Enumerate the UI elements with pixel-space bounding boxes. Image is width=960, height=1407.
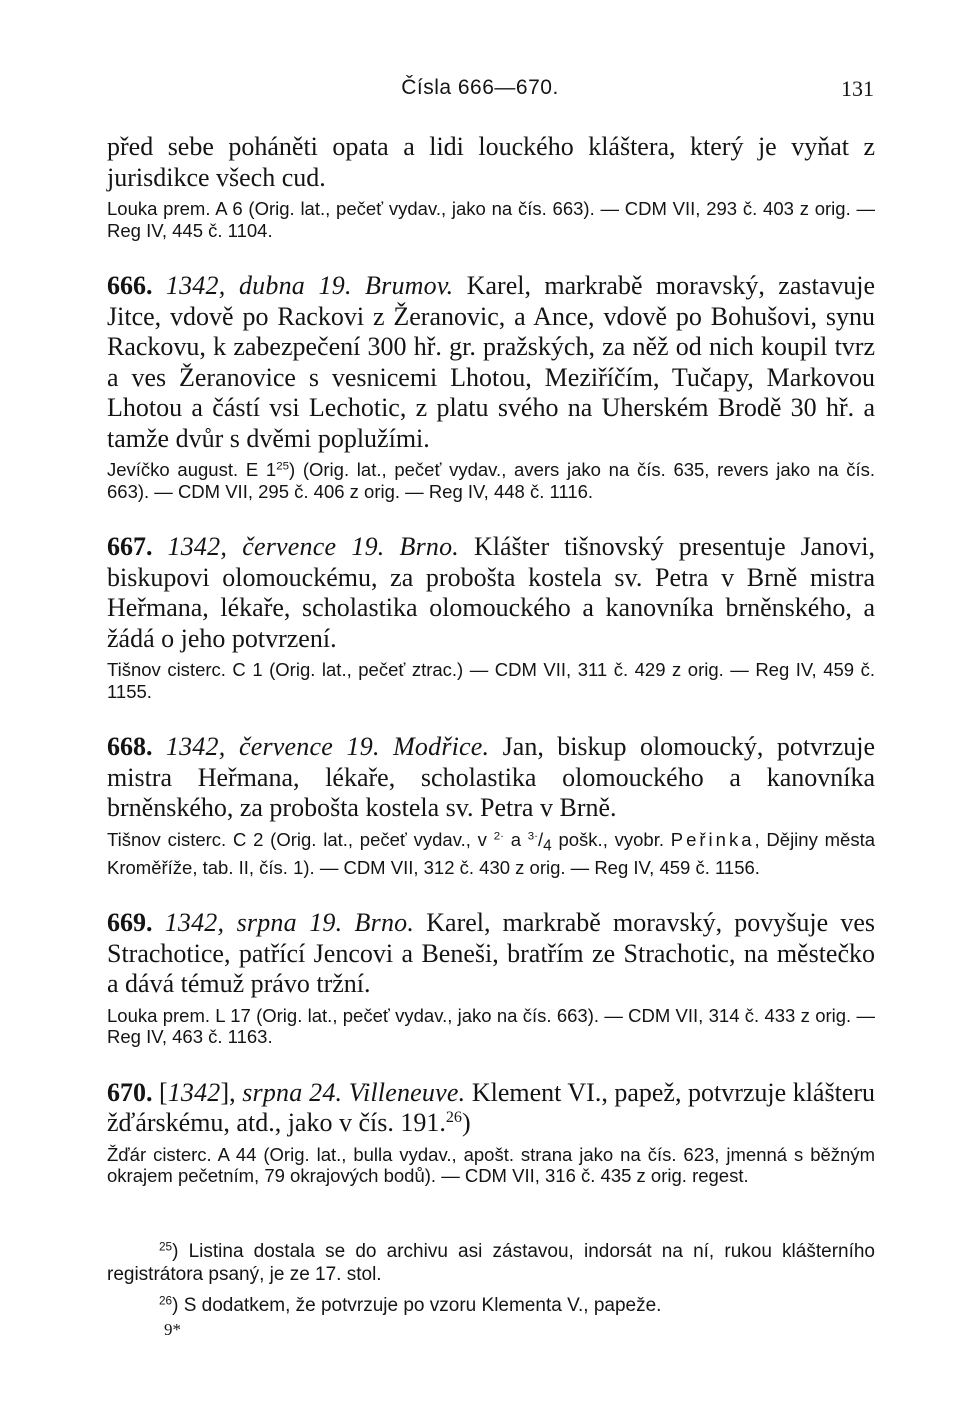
entry-text: Klement VI., papež, potvrzuje klášteru žďárskému, atd., jako v čís. 191. (107, 1077, 876, 1138)
entry-670 (107, 1078, 875, 1187)
entry-date: 1342, července 19. (167, 532, 385, 561)
fraction-slash: / (537, 828, 544, 850)
entry-text-end: ) (461, 1108, 471, 1138)
entry-place: Brno. (354, 908, 415, 938)
entry-669 (107, 908, 875, 1048)
source-text: a (503, 828, 528, 850)
entry-text: Karel, markrabě moravský, zastavuje Jitce, vdově po Rackovi z Žeranovic, a Ance, vdově po Bohušovi, synu Rackovu, k zabezpečení 300 hř. gr. pražských, za něž od nich koupil tvrz a ves Žeranovice s vesnicemi Lhotou, Meziříčím, Tučapy, Markovou Lhotou a částí vsi Lechotic, z platu svého na Uherském Brodě 30 hř. a tamže dvůr s dvěmi poplužími. (107, 271, 876, 453)
source-text: , Dějiny města Kroměříže, tab. II, čís. 1). — CDM VII, 312 č. 430 z orig. — Reg IV, 459 č. 1156. (107, 828, 875, 878)
footnote-text: ) S dodatkem, že potvrzuje po vzoru Klementa V., papeže. (172, 1295, 662, 1316)
entry-text: Jan, biskup olomoucký, potvrzuje mistra Heřmana, lékaře, scholastika olomouckého a kanovníka brněnského, za probošta kostela sv. Petra v Brně. (107, 732, 876, 822)
footnote-mark: 25 (159, 1240, 173, 1254)
entry-place: Brumov. (365, 271, 454, 300)
author-name: Peřinka (670, 828, 755, 850)
sheet-signature: 9* (164, 1320, 181, 1339)
entry-regest (107, 1078, 875, 1139)
page-number: 131 (841, 76, 874, 101)
entry-regest (107, 908, 875, 1000)
entry-number: 666. (107, 271, 153, 300)
source-note (107, 829, 875, 879)
source-text: Tišnov cisterc. C 2 (Orig. lat., pečeť vydav., v (107, 828, 494, 850)
entry-date: 1342, srpna 19. (164, 908, 343, 938)
footnote-ref: 25 (276, 460, 289, 473)
entry-666 (107, 271, 875, 502)
entry-number: 669. (107, 908, 153, 938)
entry-date: 1342, dubna 19. (165, 271, 352, 300)
entry-date: 1342, července 19. (165, 732, 380, 761)
source-text: Jevíčko august. E 1 (107, 459, 277, 480)
source-note: Tišnov cisterc. C 1 (Orig. lat., pečeť ztrac.) — CDM VII, 311 č. 429 z orig. — Reg IV, 459 č. 1155. (107, 659, 875, 702)
entry-regest (107, 532, 875, 654)
superscript: 2· (493, 830, 504, 843)
bracket: ], (220, 1077, 243, 1107)
entry-date-rest: srpna 24. (242, 1077, 343, 1107)
entry-text: Klášter tišnovský presentuje Janovi, biskupovi olomouckému, za proboštа kostela sv. Petra v Brně mistra Heřmana, lékaře, scholastika olomouckého a kanovníka brněnského, a žádá o jeho potvrzení. (107, 532, 876, 653)
source-note: Žďár cisterc. A 44 (Orig. lat., bulla vydav., apošt. strana jako na čís. 623, jmenná s běžným okrajem pečetním, 79 okrajových bodů). — CDM VII, 316 č. 435 z orig. regest. (107, 1143, 875, 1187)
entry-place: Brno. (399, 532, 459, 561)
entry-regest (107, 271, 875, 454)
footnote-25 (107, 1240, 875, 1286)
superscript: 3· (527, 830, 538, 843)
entry-place: Modřice. (393, 732, 490, 761)
entry-668 (107, 732, 875, 878)
entry-number: 670. (107, 1077, 153, 1107)
subscript: 4 (543, 837, 552, 855)
entry-date: 1342 (167, 1077, 221, 1107)
running-header (0, 72, 960, 102)
source-note (107, 459, 875, 502)
source-text: ) (Orig. lat., pečeť vydav., avers jako na čís. 635, revers jako na čís. 663). — CDM VII, 295 č. 406 z orig. — Reg IV, 448 č. 1116. (107, 459, 876, 502)
entry-number: 667. (107, 532, 153, 561)
footnote-ref: 26 (445, 1109, 462, 1127)
source-text: pošk., vyobr. (551, 828, 671, 850)
footnote-26 (107, 1294, 875, 1317)
footnotes (107, 1240, 875, 1317)
entry-place: Villeneuve. (348, 1077, 466, 1107)
entry-number: 668. (107, 732, 153, 761)
source-note: Louka prem. A 6 (Orig. lat., pečeť vydav., jako na čís. 663). — CDM VII, 293 č. 403 z orig. — Reg IV, 445 č. 1104. (107, 198, 875, 241)
entry-667 (107, 532, 875, 702)
source-note: Louka prem. L 17 (Orig. lat., pečeť vydav., jako na čís. 663). — CDM VII, 314 č. 433 z orig. — Reg IV, 463 č. 1163. (107, 1004, 875, 1048)
footnote-text: ) Listina dostala se do archivu asi zástavou, indorsát na ní, rukou klášterního registrátora psaný, je ze 17. stol. (107, 1241, 875, 1285)
footnote-mark: 26 (159, 1294, 173, 1308)
continued-text: před sebe poháněti opata a lidi louckého kláštera, který je vyňat z jurisdikce všech cud. (107, 132, 875, 192)
running-title: Čísla 666—670. (401, 76, 559, 99)
entry-text: Karel, markrabě moravský, povyšuje ves Strachotice, patřící Jencovi a Beneši, bratřím ze Strachotic, na městečko a dává témuž právo tržní. (107, 908, 876, 999)
bracket: [ (159, 1077, 168, 1107)
body-text (107, 132, 875, 1187)
entry-regest (107, 732, 875, 824)
